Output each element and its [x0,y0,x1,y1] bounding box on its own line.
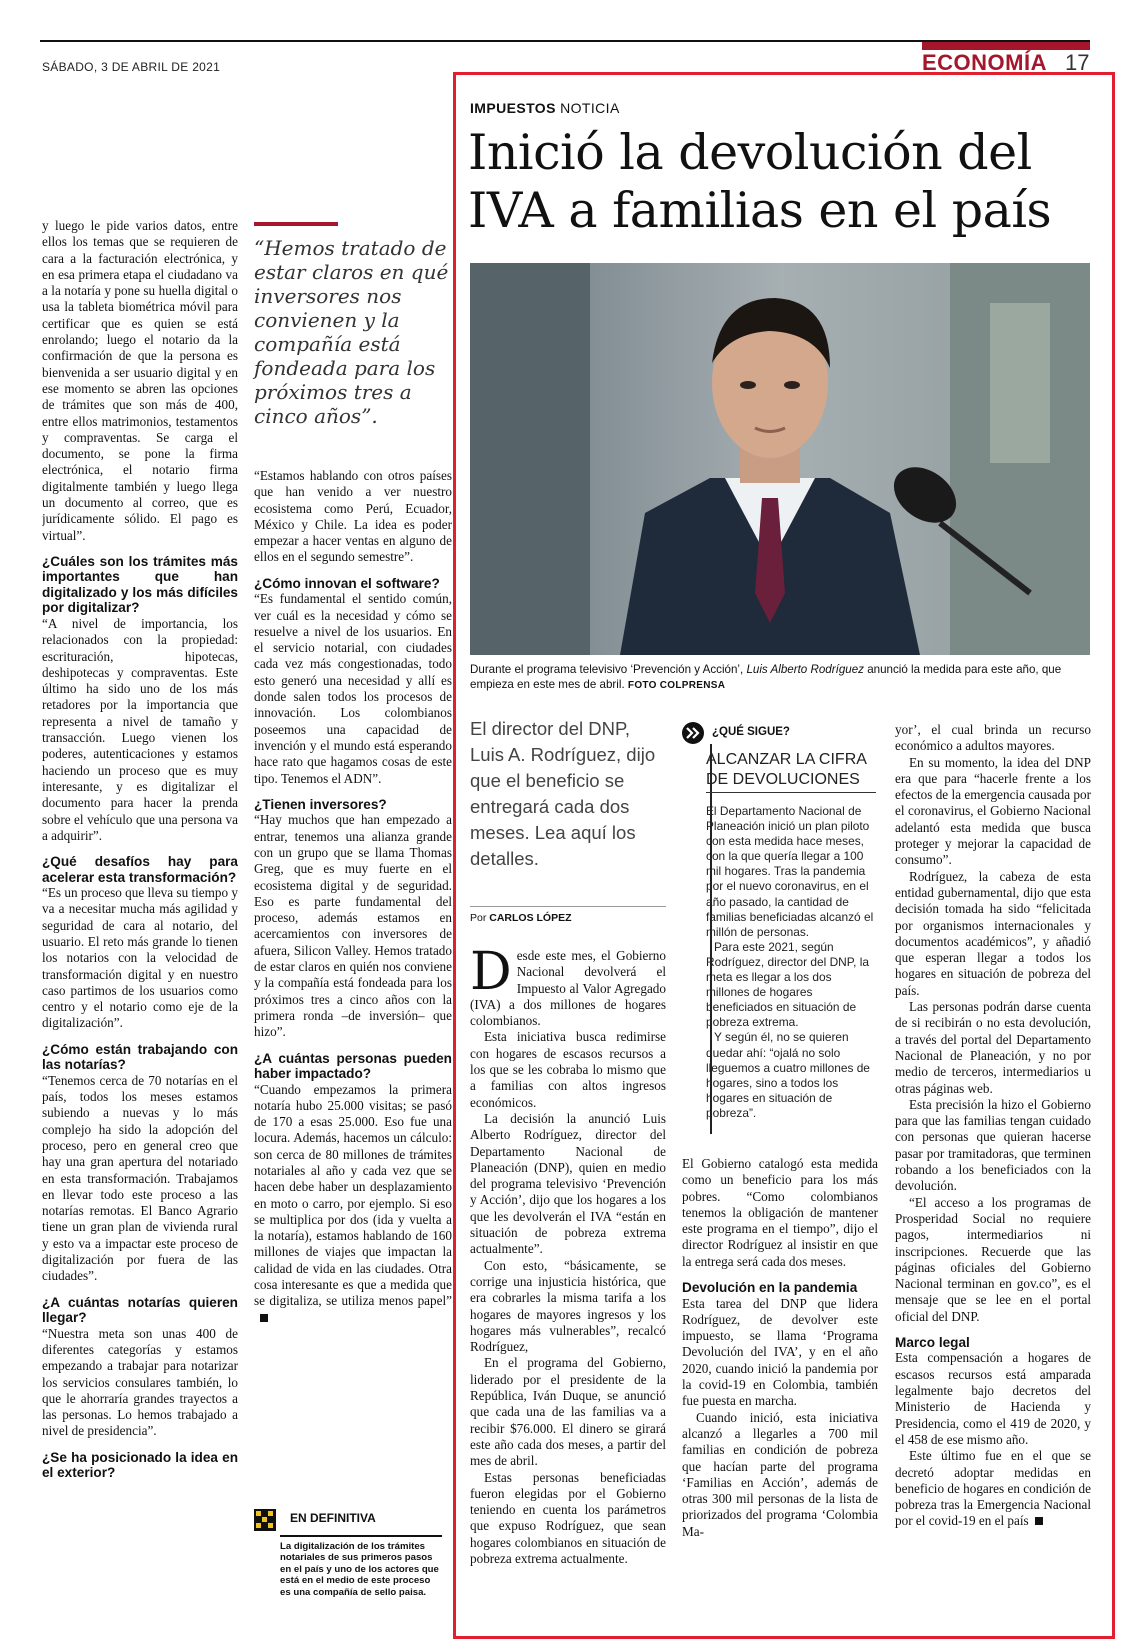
photo-caption [470,662,1094,693]
main-article-column-1 [470,948,666,1628]
left-article-column-1 [42,218,238,1608]
byline-author: CARLOS LÓPEZ [489,912,572,924]
caption-name: Luis Alberto Rodríguez [746,663,864,676]
paragraph: La decisión la anunció Luis Alberto Rodríguez, director del Departamento Nacional de Planeación (DNP), quien en medio del programa televisivo ‘Prevención y Acción’, dijo que los hogares a los que les devolverán el IVA “están en situación de pobreza extrema actualmente”. [470,1110,666,1257]
que-sigue-title: ALCANZAR LA CIFRA DE DEVOLUCIONES [706,750,876,793]
main-article-column-2 [682,1156,878,1628]
kicker-type: NOTICIA [560,100,620,116]
que-sigue-paragraph: Para este 2021, según Rodríguez, director del DNP, la meta es llegar a los dos millones de hogares beneficiados en situación de pobreza extrema. [706,939,870,1030]
drop-cap: D [470,948,512,1002]
byline-prefix: Por [470,912,487,924]
subheading: ¿A cuántas notarías quieren llegar? [42,1294,238,1326]
pull-quote-bar [254,222,338,226]
subheading: Devolución en la pandemia [682,1280,858,1296]
subheading: ¿Cuáles son los trámites más importantes que han digitalizado y los más difíciles por digitalizar? [42,553,238,616]
que-sigue-paragraph: El Departamento Nacional de Planeación inició un plan piloto con esta medida hace meses, con la que quería llegar a 100 mil hogares. Tras la pandemia por el nuevo coronavirus, en el año pasado, la cantidad de familias beneficiadas alcanzó el millón de personas. [706,804,874,939]
paragraph: En el programa del Gobierno, liderado por el presidente de la República, Iván Duque, se anunció que cada una de las familias va a recibir $76.000. El dinero se girará este año cada dos meses, a partir del mes de abril. [470,1355,666,1469]
main-article-column-3 [895,722,1091,1628]
issue-date: SÁBADO, 3 DE ABRIL DE 2021 [42,60,221,74]
paragraph: “Estamos hablando con otros países que han venido a ver nuestro ecosistema como Perú, Ecuador, México y Chile. La idea es poder empezar a hacer ventas en alguno de ellos en el segundo semestre”. [254,468,452,565]
end-mark [1035,1517,1043,1525]
paragraph: Las personas podrán darse cuenta de si recibirán o no esta devolución, a través del portal del Departamento Nacional de Planeación, y no por medio de terceros, intermediarios u otras páginas web. [895,999,1091,1096]
subheading: ¿Se ha posicionado la idea en el exterior? [42,1449,238,1481]
en-definitiva-title: EN DEFINITIVA [290,1511,376,1525]
paragraph: “El acceso a los programas de Prosperidad Social no requiere pagos, intermediarios ni inscripciones. Recuerde que las páginas oficiales del Gobierno Nacional terminan en gov.co”, es el mensaje que se lee en el portal oficial del DNP. [895,1194,1091,1324]
grid-icon [254,1509,276,1531]
byline [470,912,572,924]
paragraph: “A nivel de importancia, los relacionados con la propiedad: escrituración, hipotecas, deshipotecas y compraventas. Este último ha sido uno de los más retadores por la importancia que representa a nivel de tamaño y transacción. Luego vienen los poderes, autenticaciones y estamos haciendo un proceso que es muy interesante, y es digitalizar el documento para hacer la prenda sobre el vehículo que una persona va a adquirir”. [42,615,238,843]
paragraph: Estas personas beneficiadas fueron elegidas por el Gobierno teniendo en cuenta los parámetros que expuso Rodríguez, que sean hogares colombianos en situación de pobreza extrema actualmente. [470,1469,666,1566]
paragraph: Esta iniciativa busca redimirse con hogares de escasos recursos a los que se les cobraba lo mismo que a familias con altos ingresos económicos. [470,1029,666,1110]
paragraph: En su momento, la idea del DNP era que para “hacerle frente a los efectos de la emergencia causada por el coronavirus, el Gobierno Nacional adelantó esta medida que busca proteger y mejorar la capacidad de consumo”. [895,754,1091,868]
article-photo [470,263,1090,655]
left-article-column-2 [254,468,452,1458]
end-mark [260,1314,268,1322]
byline-rule [470,906,666,907]
en-definitiva-box [254,1505,444,1635]
subheading: ¿Qué desafíos hay para acelerar esta transformación? [42,854,238,885]
subheading: ¿Cómo están trabajando con las notarías? [42,1041,238,1073]
paragraph: “Nuestra meta son unas 400 de diferentes categorías y estamos empezando a trabajar para notarizar los servicios consulares también, lo que le ahorraría grandes trayectos a las personas. Lo hemos trabajado a nivel de presidencia”. [42,1325,238,1439]
paragraph: “Tenemos cerca de 70 notarías en el país, todos los meses estamos subiendo a nuevas y lo más complejo ha sido la adopción del proceso, pero en general creo que hay una gran apertura del notariado en esta transformación. Trabajamos en llevar todo este proceso a las notarías remotas. El Banco Agrario tiene un gran plan de vivienda rural y esto va a impactar este proceso de digitalización por fuera de las ciudades”. [42,1072,238,1284]
section-name: ECONOMÍA [922,50,1047,75]
kicker-topic: IMPUESTOS [470,100,556,116]
section-color-bar [922,42,1090,50]
photo-credit: FOTO COLPRENSA [627,680,726,691]
que-sigue-paragraph: Y según él, no se quieren quedar ahí: “ojalá no solo lleguemos a cuatro millones de hogares, sino a todos los hogares en situación de pobreza”. [706,1030,870,1120]
paragraph: El Gobierno catalogó esta medida como un beneficio para los más pobres. “Como colombianos tenemos la obligación de mantener este programa en el tiempo”, dijo el director Rodríguez al insistir en que la entrega será cada dos meses. [682,1156,878,1269]
caption-text: Durante el programa televisivo ‘Prevención y Acción’, [470,663,747,676]
paragraph: “Hay muchos que han empezado a entrar, tenemos una alianza grande con un grupo que se llama Thomas Greg, que es muy fuerte en el ecosistema digital y de seguridad. Eso es parte fundamental del proceso, además estamos en acercamientos con inversores de afuera, Silicon Valley. Hemos tratado de estar claros en quién nos conviene y la compañía está fondeada para los próximos tres a cinco años con la primera ronda –de inversión– que hizo”. [254,812,452,1040]
paragraph: yor’, el cual brinda un recurso económico a adultos mayores. [895,722,1091,754]
subheading: ¿Cómo innovan el software? [254,575,440,591]
paragraph: Cuando inició, esta iniciativa alcanzó a llegarles a 700 mil familias en condición de pobreza que hacían parte del programa ‘Familias en Acción’, además de otras 300 mil personas de la lista de priorizados del programa ‘Colombia Ma- [682,1409,878,1539]
pull-quote: “Hemos tratado de estar claros en qué inversores nos convienen y la compañía está fondeada para los próximos tres a cinco años”. [254,236,449,428]
lead-paragraph: esde este mes, el Gobierno Nacional devolverá el Impuesto al Valor Agregado (IVA) a dos millones de hogares colombianos. [470,948,666,1029]
article-headline: Inició la devolución del IVA a familias en el país [468,124,1052,239]
en-definitiva-text: La digitalización de los trámites notariales de sus primeros pasos en el país y uno de los actores que está en el medio de este proceso es una compañía de sello paisa. [280,1541,439,1598]
paragraph: Esta precisión la hizo el Gobierno para que las familias tengan cuidado con personas que quieran hacerse pasar por tramitadoras, que terminen robando a los beneficiados con la devolución. [895,1096,1091,1194]
paragraph: Rodríguez, la cabeza de esta entidad gubernamental, dijo que esta decisión tomada ha sido “felicitada por organismos internacionales y documentos académicos”, y añadió que esperan llegar a todos los hogares en situación de pobreza del país. [895,868,1091,998]
paragraph: “Es fundamental el sentido común, ver cuál es la necesidad y cómo se resuelve a nivel de los usuarios. En el servicio notarial, con ciudades cada vez más congestionadas, todo esto generó una necesidad y allí es donde salen todos los procesos de innovación. Los colombianos poseemos una capacidad de invención y el mundo está esperando hace rato que hagamos cosas de este tipo. Tenemos el ADN”. [254,591,452,786]
paragraph: “Es un proceso que lleva su tiempo y va a necesitar mucha más agilidad y seguridad de cara al notario, del usuario. El reto más grande lo tienen los notarios con la velocidad de transformación digital y en nuestro caso partimos de los usuarios como centro y el notario como eje de la digitalización”. [42,885,238,1031]
paragraph: Este último fue en el que se decretó adoptar medidas en beneficio de hogares en condición de pobreza tras la Emergencia Nacional por el covid-19 en el país [895,1448,1091,1529]
subheading: ¿Tienen inversores? [254,796,387,812]
paragraph: Esta compensación a hogares de escasos recursos está amparada legalmente bajo decretos del Ministerio de Hacienda y Presidencia, como el 419 de 2020, y el 458 de ese mismo año. [895,1350,1091,1447]
subheading: Marco legal [895,1334,970,1350]
paragraph: Esta tarea del DNP que lidera Rodríguez, de devolver este impuesto, se llama ‘Programa Devolución del IVA’, y en el año 2020, cuando inició la pandemia por la covid-19 en Colombia, también fue puesta en marcha. [682,1295,878,1409]
double-chevron-icon [682,722,704,744]
caption-rest: anunció la medida para este año, que empieza en este mes de abril. [470,663,1062,691]
paragraph: y luego le pide varios datos, entre ellos los temas que se requieren de cara a la facturación electrónica, y en esa primera etapa el ciudadano va a la notaría y pone su huella digital o usa la tableta biométrica móvil para certificar que es quien se está enrolando; luego el notario da la confirmación de que la persona es bienvenida a ser usuario digital y en ese momento se abren las opciones de trámites que son más de 400, entre ellos matrimonios, testamentos y compraventas. Se carga el documento, se pone la firma electrónica, el notario firma digitalmente también y luego llega un documento al correo, que es jurídicamente sólido. El pago es virtual”. [42,218,238,543]
paragraph: “Cuando empezamos la primera notaría hubo 25.000 visitas; se pasó de 170 a esas 25.000. Eso fue una locura. Además, hacemos un cálculo: son cerca de 80 millones de trámites notariales al año y cada vez que se hacen debe haber un desplazamiento en moto o carro, por ejemplo. Si eso se multiplica por dos (ida y vuelta a la notaría), estamos hablando de 160 millones de viajes que impactan la calidad de vida en las ciudades. Otra cosa interesante es que a medida que se digitaliza, se utiliza menos papel” [254,1082,452,1326]
subheading: ¿A cuántas personas pueden haber impactado? [254,1050,452,1081]
article-kicker [470,100,620,116]
paragraph: Con esto, “básicamente, se corrige una injusticia histórica, que era cobrarles la misma tarifa a los hogares de mayores ingresos y los hogares más vulnerables”, recalcó Rodríguez, [470,1257,666,1355]
que-sigue-label: ¿QUÉ SIGUE? [712,726,790,738]
que-sigue-box [682,722,878,1132]
en-definitiva-rule [280,1535,442,1537]
que-sigue-text [706,804,876,1121]
page-number: 17 [1065,50,1090,75]
article-summary: El director del DNP, Luis A. Rodríguez, dijo que el beneficio se entregará cada dos meses. Lea aquí los detalles. [470,718,656,869]
